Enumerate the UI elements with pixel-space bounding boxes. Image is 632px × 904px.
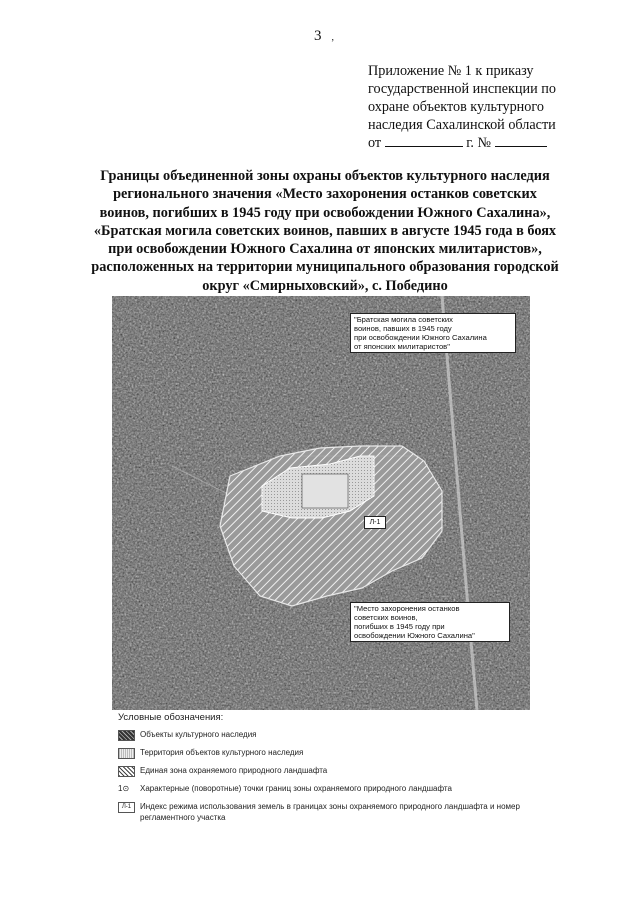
zone-swatch-icon bbox=[118, 766, 135, 777]
callout-line: "Место захоронения останков bbox=[354, 604, 460, 613]
map-graphic bbox=[112, 296, 530, 710]
page-mark: , bbox=[331, 32, 334, 43]
callout-line: "Братская могила советских bbox=[354, 315, 453, 324]
title-line: при освобождении Южного Сахалина от японских милитаристов», bbox=[108, 241, 542, 258]
appendix-line: государственной инспекции по bbox=[368, 81, 556, 97]
heritage-object bbox=[302, 474, 348, 508]
legend-item-heritage bbox=[118, 729, 570, 747]
callout-line: советских воинов, bbox=[354, 613, 418, 622]
date-blank bbox=[385, 134, 463, 147]
legend-label: Индекс режима использования земель в границах зоны охраняемого природного ландшафта и номер регламентного участка bbox=[140, 802, 520, 822]
appendix-block bbox=[368, 62, 572, 152]
page-number-value: 3 bbox=[314, 28, 322, 44]
index-symbol-icon: Л-1 bbox=[118, 802, 135, 813]
title-line: регионального значения «Место захоронения останков советских bbox=[113, 186, 537, 203]
aerial-map bbox=[112, 296, 530, 710]
callout-line: от японских милитаристов" bbox=[354, 342, 450, 351]
zone-marker: Л-1 bbox=[364, 516, 386, 529]
legend-label: Объекты культурного наследия bbox=[140, 730, 257, 739]
legend-item-territory bbox=[118, 747, 570, 765]
legend-label: Территория объектов культурного наследия bbox=[140, 748, 304, 757]
title-line: воинов, погибших в 1945 году при освобождении Южного Сахалина», bbox=[99, 204, 551, 221]
number-blank bbox=[495, 134, 547, 147]
legend-label: Единая зона охраняемого природного ландшафта bbox=[140, 766, 328, 775]
legend-item-points bbox=[118, 783, 570, 801]
callout-line: погибших в 1945 году при bbox=[354, 622, 445, 631]
legend-label: Характерные (поворотные) точки границ зоны охраняемого природного ландшафта bbox=[140, 784, 452, 793]
map-legend bbox=[118, 712, 570, 823]
appendix-line: охране объектов культурного bbox=[368, 99, 544, 115]
legend-item-index bbox=[118, 801, 570, 823]
legend-title: Условные обозначения: bbox=[118, 712, 224, 723]
appendix-line: наследия Сахалинской области bbox=[368, 117, 556, 133]
appendix-date-prefix: от bbox=[368, 135, 382, 151]
callout-burial-place bbox=[350, 602, 510, 642]
point-symbol-icon: 1⊙ bbox=[118, 784, 130, 793]
title-line: округ «Смирныховский», с. Победино bbox=[202, 277, 448, 294]
page-number bbox=[314, 28, 334, 45]
appendix-line: Приложение № 1 к приказу bbox=[368, 63, 534, 79]
appendix-date-line bbox=[368, 134, 572, 152]
callout-brotherly-grave bbox=[350, 313, 516, 353]
appendix-year-suffix: г. № bbox=[466, 135, 492, 151]
title-line: расположенных на территории муниципального образования городской bbox=[91, 259, 559, 276]
territory-swatch-icon bbox=[118, 748, 135, 759]
document-title bbox=[60, 167, 590, 295]
callout-line: при освобождении Южного Сахалина bbox=[354, 333, 487, 342]
legend-item-zone bbox=[118, 765, 570, 783]
callout-line: освобождении Южного Сахалина" bbox=[354, 631, 475, 640]
callout-line: воинов, павших в 1945 году bbox=[354, 324, 452, 333]
title-line: «Братская могила советских воинов, павших в августе 1945 года в боях bbox=[93, 222, 557, 239]
heritage-swatch-icon bbox=[118, 730, 135, 741]
title-line: Границы объединенной зоны охраны объектов культурного наследия bbox=[100, 168, 550, 184]
